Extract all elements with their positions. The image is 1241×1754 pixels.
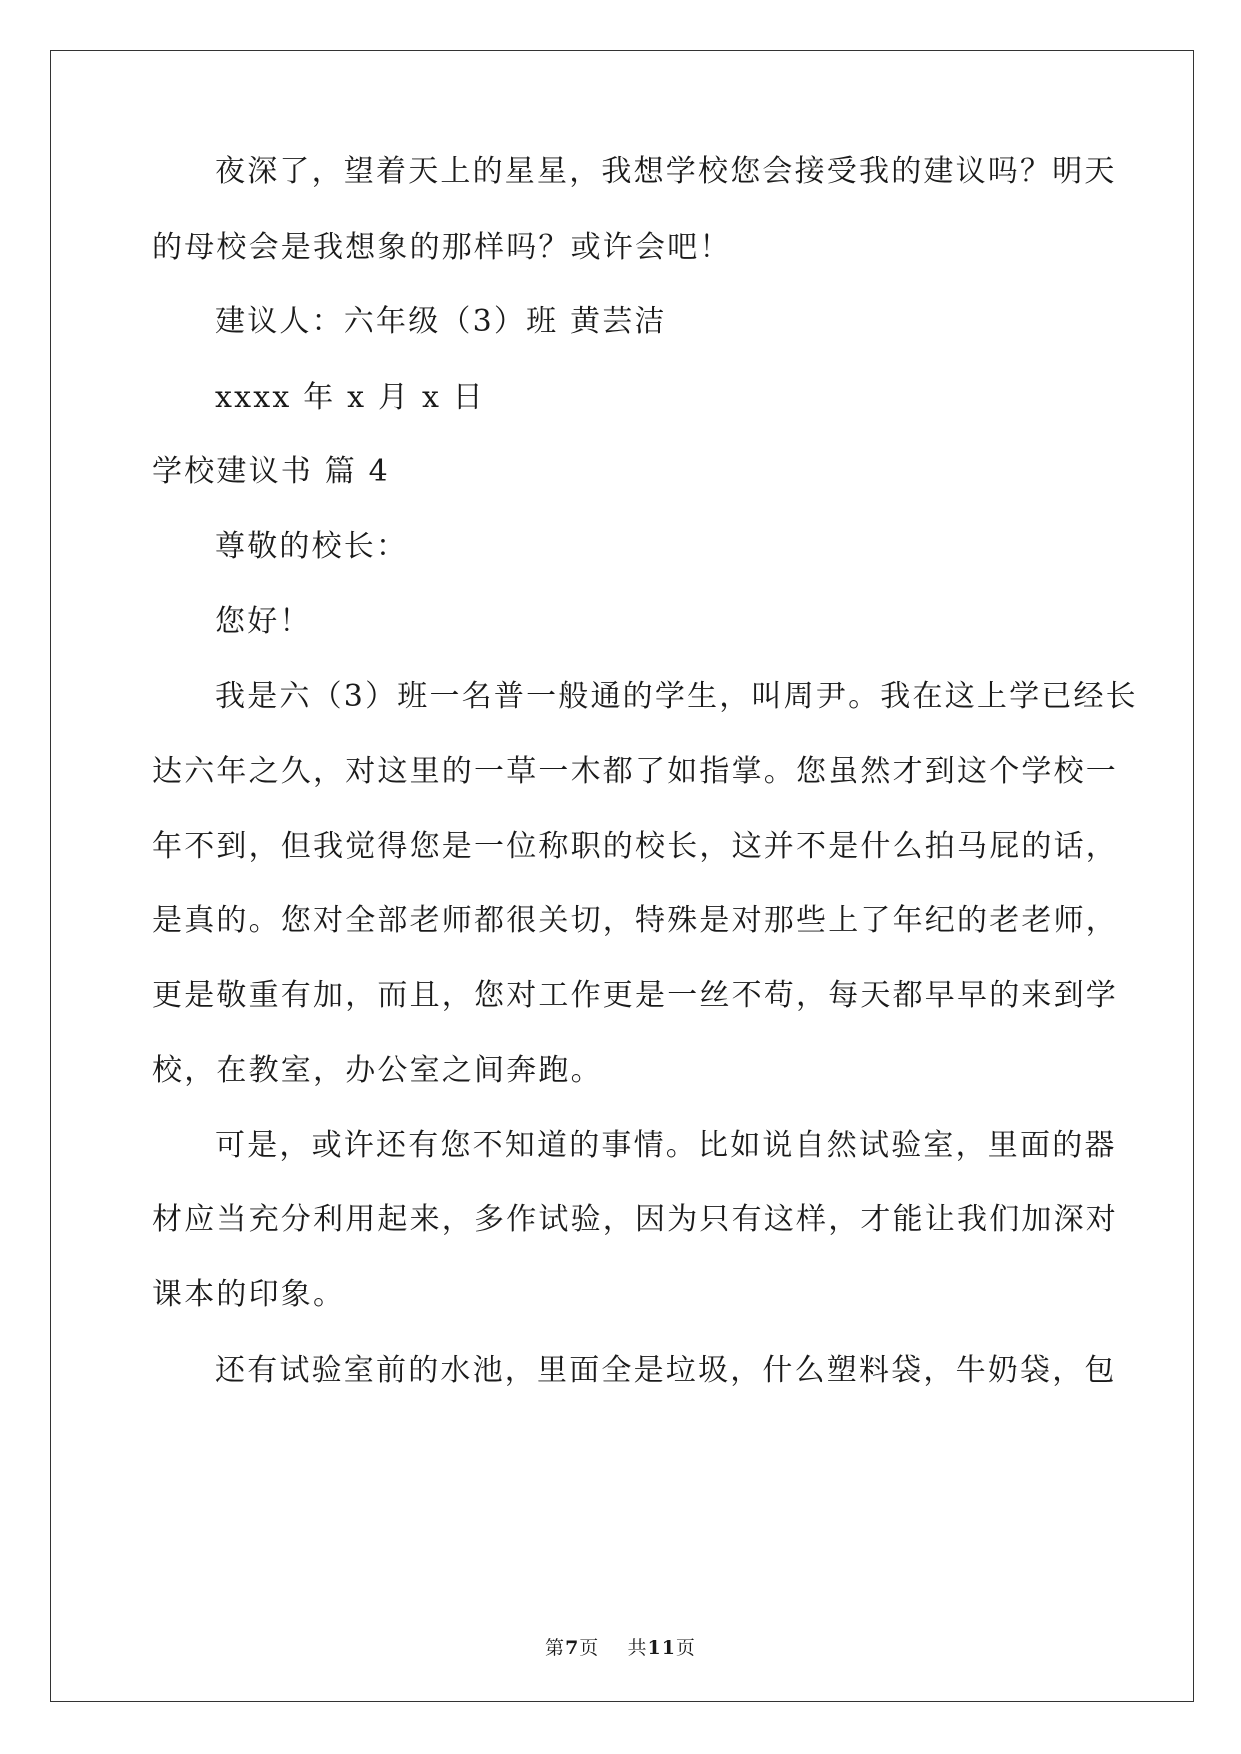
paragraph-line: 材应当充分利用起来，多作试验，因为只有这样，才能让我们加深对 <box>152 1202 1118 1237</box>
paragraph-line: 达六年之久，对这里的一草一木都了如指掌。您虽然才到这个学校一 <box>152 754 1118 789</box>
footer-suffix: 页 <box>675 1637 696 1659</box>
page-border <box>50 50 1194 1702</box>
paragraph-line: 年不到，但我觉得您是一位称职的校长，这并不是什么拍马屁的话， <box>152 829 1118 864</box>
paragraph-line: 是真的。您对全部老师都很关切，特殊是对那些上了年纪的老老师， <box>152 903 1118 938</box>
salutation: 尊敬的校长： <box>215 529 409 564</box>
footer-prefix: 第 <box>545 1637 566 1659</box>
paragraph-line: 校，在教室，办公室之间奔跑。 <box>152 1053 603 1088</box>
paragraph-line: 课本的印象。 <box>152 1277 346 1312</box>
section-heading: 学校建议书 篇 4 <box>152 454 390 489</box>
total-page-number: 11 <box>647 1637 676 1659</box>
signature-line: 建议人：六年级（3）班 黄芸洁 <box>215 304 667 339</box>
paragraph-line: 的母校会是我想象的那样吗？或许会吧！ <box>152 230 732 265</box>
paragraph-line: 更是敬重有加，而且，您对工作更是一丝不苟，每天都早早的来到学 <box>152 978 1118 1013</box>
paragraph-line: 可是，或许还有您不知道的事情。比如说自然试验室，里面的器 <box>215 1128 1117 1163</box>
paragraph-line: 还有试验室前的水池，里面全是垃圾，什么塑料袋，牛奶袋，包 <box>215 1353 1117 1388</box>
paragraph-line: 我是六（3）班一名普一般通的学生，叫周尹。我在这上学已经长 <box>215 679 1138 714</box>
page-footer <box>0 1636 1241 1660</box>
greeting: 您好！ <box>215 604 312 639</box>
footer-middle: 页 共 <box>579 1637 648 1659</box>
date-line: xxxx 年 x 月 x 日 <box>215 380 485 415</box>
current-page-number: 7 <box>565 1637 580 1659</box>
paragraph-line: 夜深了，望着天上的星星，我想学校您会接受我的建议吗？明天 <box>215 154 1117 189</box>
